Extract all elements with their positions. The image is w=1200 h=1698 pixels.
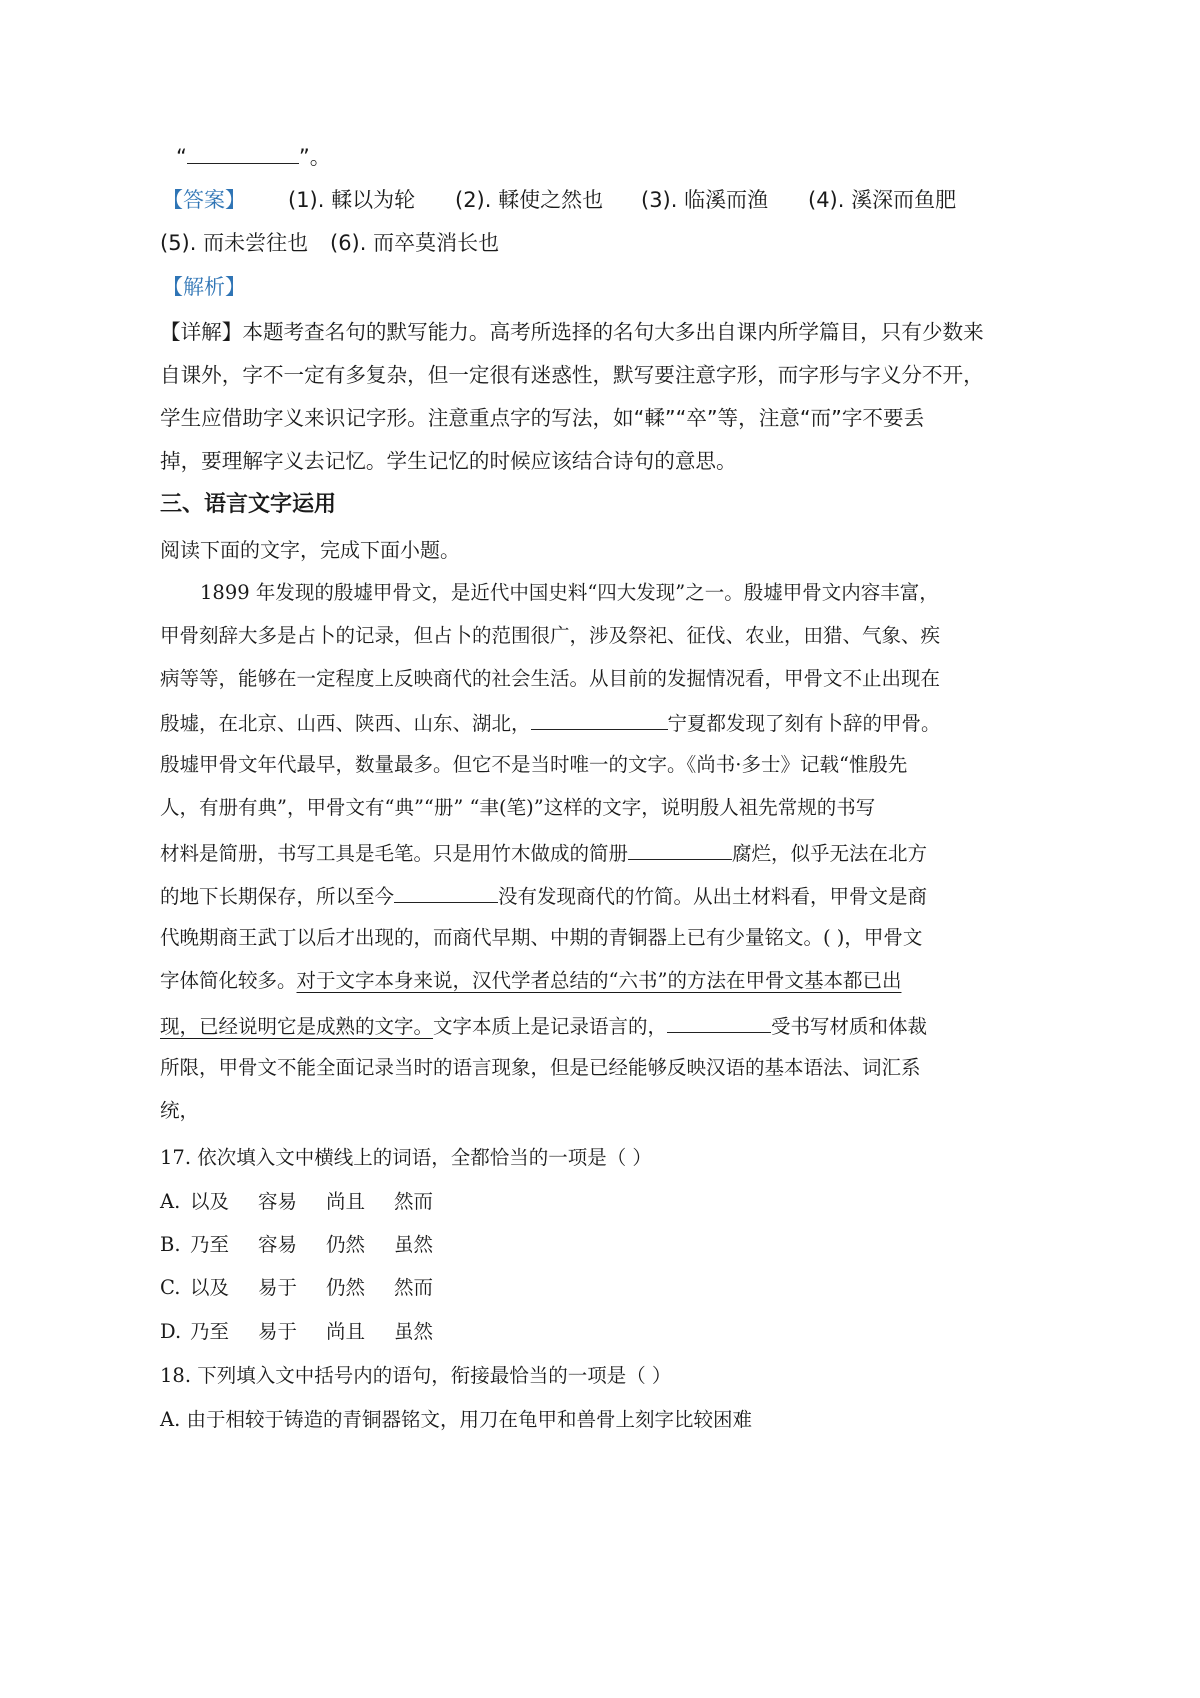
analysis-line: 【详解】本题考查名句的默写能力。高考所选择的名句大多出自课内所学篇目，只有少数来 [160, 320, 984, 344]
option-a-18[interactable]: A. 由于相较于铸造的青铜器铭文，用刀在龟甲和兽骨上刻字比较困难 [160, 1408, 752, 1431]
answer-item-2: (2). 輮使之然也 [455, 188, 604, 212]
quote-blank-line [176, 141, 331, 172]
passage-line: 1899 年发现的殷墟甲骨文，是近代中国史料“四大发现”之一。殷墟甲骨文内容丰富， [200, 581, 939, 604]
answer-item-1: (1). 輮以为轮 [288, 188, 416, 212]
answer-item-4: (4). 溪深而鱼肥 [808, 188, 957, 212]
analysis-tag: 【解析】 [162, 275, 246, 299]
passage-line: 甲骨刻辞大多是占卜的记录，但占卜的范围很广，涉及祭祀、征伐、农业，田猎、气象、疾 [160, 624, 941, 647]
passage-line: 代晚期商王武丁以后才出现的，而商代早期、中期的青铜器上已有少量铭文。( )，甲骨文 [160, 926, 923, 949]
fill-blank-1 [531, 707, 668, 730]
option-b[interactable]: B. 乃至 容易 仍然 虽然 [160, 1233, 434, 1256]
passage-line: 的地下长期保存，所以至今 没有发现商代的竹简。从出土材料看，甲骨文是商 [160, 880, 927, 912]
fill-blank-3 [394, 880, 498, 903]
answer-item-5: (5). 而未尝往也 [160, 231, 309, 255]
question-17-stem: 17. 依次填入文中横线上的词语，全都恰当的一项是（ ） [160, 1146, 652, 1169]
passage-line: 殷墟甲骨文年代最早，数量最多。但它不是当时唯一的文字。《尚书·多士》记载“惟殷先 [160, 753, 908, 776]
answer-item-6: (6). 而卒莫消长也 [330, 231, 500, 255]
section-instruction: 阅读下面的文字，完成下面小题。 [160, 538, 460, 562]
passage-line: 殷墟，在北京、山西、陕西、山东、湖北， 宁夏都发现了刻有卜辞的甲骨。 [160, 707, 941, 739]
analysis-line: 掉，要理解字义去记忆。学生记忆的时候应该结合诗句的意思。 [160, 449, 737, 473]
passage-line: 现，已经说明它是成熟的文字。文字本质上是记录语言的， 受书写材质和体裁 [160, 1010, 927, 1042]
fill-blank-4 [667, 1010, 771, 1033]
question-18-stem: 18. 下列填入文中括号内的语句，衔接最恰当的一项是（ ） [160, 1364, 672, 1387]
analysis-line: 自课外，字不一定有多复杂，但一定很有迷惑性，默写要注意字形，而字形与字义分不开， [160, 363, 984, 387]
option-d[interactable]: D. 乃至 易于 尚且 虽然 [160, 1320, 434, 1343]
open-quote: “ [176, 145, 187, 169]
answer-tag: 【答案】 [162, 188, 246, 212]
option-a[interactable]: A. 以及 容易 尚且 然而 [160, 1190, 434, 1213]
analysis-line: 学生应借助字义来识记字形。注意重点字的写法，如“輮”“卒”等，注意“而”字不要丢 [160, 406, 925, 430]
underlined-sentence: 现，已经说明它是成熟的文字。 [160, 1015, 434, 1038]
section-heading: 三、语言文字运用 [160, 492, 337, 517]
passage-line: 所限，甲骨文不能全面记录当时的语言现象，但是已经能够反映汉语的基本语法、词汇系 [160, 1056, 921, 1079]
answer-line-2 [160, 228, 500, 258]
fill-blank [187, 141, 299, 164]
option-c[interactable]: C. 以及 易于 仍然 然而 [160, 1276, 434, 1299]
answer-line-1 [162, 185, 957, 215]
close-quote: ”。 [298, 145, 331, 169]
answer-item-3: (3). 临溪而渔 [641, 188, 769, 212]
fill-blank-2 [628, 837, 732, 860]
passage-line: 病等等，能够在一定程度上反映商代的社会生活。从目前的发掘情况看，甲骨文不止出现在 [160, 667, 941, 690]
passage-line: 统， [160, 1099, 200, 1122]
passage-line: 字体简化较多。对于文字本身来说，汉代学者总结的“六书”的方法在甲骨文基本都已出 [160, 969, 902, 992]
underlined-sentence: 对于文字本身来说，汉代学者总结的“六书”的方法在甲骨文基本都已出 [296, 969, 902, 992]
passage-line: 人，有册有典”，甲骨文有“典”“册” “聿(笔)”这样的文字，说明殷人祖先常规的书写 [160, 796, 876, 819]
passage-line: 材料是简册，书写工具是毛笔。只是用竹木做成的简册 腐烂，似乎无法在北方 [160, 837, 927, 869]
